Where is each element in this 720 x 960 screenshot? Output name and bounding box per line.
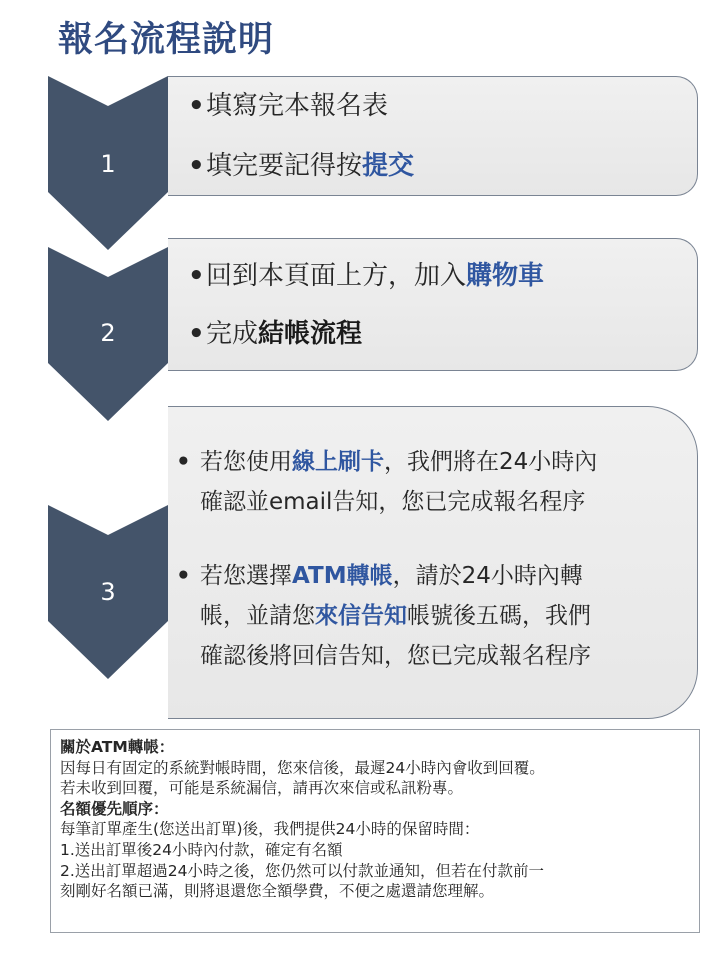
priority-note-heading: 名額優先順序： bbox=[60, 799, 169, 818]
step-3-number: 3 bbox=[100, 578, 116, 606]
page-title: 報名流程說明 bbox=[58, 20, 275, 60]
step-3-box bbox=[168, 406, 698, 719]
submit-highlight: 提交 bbox=[362, 151, 415, 181]
priority-note-line: 每筆訂單產生(您送出訂單)後，我們提供24小時的保留時間： bbox=[60, 820, 480, 839]
online-card-highlight: 線上刷卡 bbox=[292, 449, 384, 475]
priority-note-line: 2.送出訂單超過24小時之後，您仍然可以付款並通知，但若在付款前一 bbox=[60, 861, 545, 880]
priority-note-line: 1.送出訂單後24小時內付款，確定有名額 bbox=[60, 840, 343, 859]
priority-note-line: 刻剛好名額已滿，則將退還您全額學費，不便之處還請您理解。 bbox=[60, 882, 495, 901]
atm-note-heading: 關於ATM轉帳： bbox=[60, 738, 175, 756]
step-1-number: 1 bbox=[100, 150, 116, 178]
step-2-bullet-1: • 回到本頁面上方，加入 購物車 bbox=[188, 261, 545, 291]
step-3-bullet-2: • 若您選擇ATM轉帳，請於24小時內轉 帳，並請您來信告知帳號後五碼，我們 確認後將回信告知，您已完成報名程序 bbox=[176, 563, 591, 669]
step-1-box bbox=[168, 76, 698, 196]
checkout-highlight: 結帳流程 bbox=[258, 319, 363, 349]
step-1-bullet-1: • 填寫完本報名表 bbox=[188, 91, 389, 121]
atm-note-line: 若未收到回覆，可能是系統漏信，請再次來信或私訊粉專。 bbox=[60, 779, 464, 798]
step-2-box bbox=[168, 238, 698, 371]
notes-box bbox=[50, 729, 700, 933]
step-2-number: 2 bbox=[100, 319, 116, 347]
step-1-bullet-2: • 填完要記得按 提交 bbox=[188, 151, 415, 181]
shopping-cart-highlight: 購物車 bbox=[466, 261, 545, 291]
atm-note-line: 因每日有固定的系統對帳時間，您來信後，最遲24小時內會收到回覆。 bbox=[60, 758, 545, 777]
step-2-bullet-2: • 完成 結帳流程 bbox=[188, 319, 363, 349]
step-3-bullet-1: • 若您使用線上刷卡，我們將在24小時內 確認並email告知，您已完成報名程序 bbox=[176, 449, 598, 515]
email-notify-highlight: 來信告知 bbox=[315, 603, 407, 629]
atm-transfer-highlight: ATM轉帳 bbox=[292, 563, 393, 589]
